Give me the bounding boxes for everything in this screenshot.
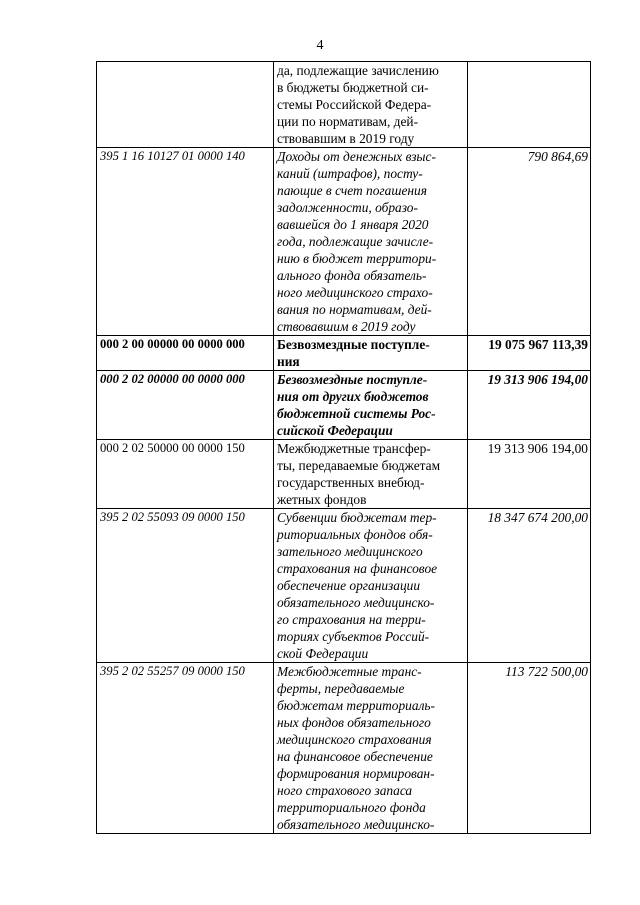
table-row — [97, 509, 591, 663]
description-line: ториях субъектов Россий- — [277, 629, 430, 644]
description-line: вавшейся до 1 января 2020 — [277, 217, 429, 232]
description-line: Доходы от денежных взыс- — [277, 149, 436, 164]
amount-cell: 19 313 906 194,00 — [468, 371, 591, 440]
description-line: ствовавшим в 2019 году — [277, 319, 416, 334]
budget-code-cell: 395 2 02 55257 09 0000 150 — [97, 663, 274, 834]
budget-code-cell: 000 2 00 00000 00 0000 000 — [97, 336, 274, 371]
description-line: ного медицинского страхо- — [277, 285, 433, 300]
description-line: ния от других бюджетов — [277, 389, 429, 404]
amount-cell: 19 313 906 194,00 — [468, 440, 591, 509]
amount-cell: 113 722 500,00 — [468, 663, 591, 834]
table-row — [97, 148, 591, 336]
description-line: обязательного медицинско- — [277, 817, 435, 832]
description-line: бюджетам территориаль- — [277, 698, 435, 713]
table-row — [97, 371, 591, 440]
description-line: Субвенции бюджетам тер- — [277, 510, 437, 525]
description-cell — [274, 663, 468, 834]
description-line: государственных внебюд- — [277, 475, 425, 490]
description-line: задолженности, образо- — [277, 200, 418, 215]
description-line: в бюджеты бюджетной си- — [277, 80, 429, 95]
description-cell — [274, 62, 468, 148]
description-line: ального фонда обязатель- — [277, 268, 427, 283]
description-line: го страхования на терри- — [277, 612, 426, 627]
description-line: бюджетной системы Рос- — [277, 406, 436, 421]
budget-code-cell: 000 2 02 00000 00 0000 000 — [97, 371, 274, 440]
amount-cell: 19 075 967 113,39 — [468, 336, 591, 371]
description-line: на финансовое обеспечение — [277, 749, 433, 764]
page-number: 4 — [316, 38, 324, 53]
description-line: вания по нормативам, дей- — [277, 302, 432, 317]
description-line: обеспечение организации — [277, 578, 421, 593]
description-line: риториальных фондов обя- — [277, 527, 433, 542]
description-line: обязательного медицинско- — [277, 595, 435, 610]
description-line: ного страхового запаса — [277, 783, 413, 798]
description-cell — [274, 371, 468, 440]
description-cell — [274, 509, 468, 663]
amount-cell — [468, 62, 591, 148]
description-line: года, подлежащие зачисле- — [277, 234, 434, 249]
table-row — [97, 62, 591, 148]
description-line: каний (штрафов), посту- — [277, 166, 423, 181]
budget-code-cell — [97, 62, 274, 148]
description-line: стемы Российской Федера- — [277, 97, 432, 112]
description-line: зательного медицинского — [277, 544, 423, 559]
table-row — [97, 336, 591, 371]
description-line: жетных фондов — [277, 492, 367, 507]
description-cell — [274, 148, 468, 336]
description-line: ферты, передаваемые — [277, 681, 405, 696]
description-line: Безвозмездные поступле- — [277, 372, 428, 387]
description-line: сийской Федерации — [277, 423, 393, 438]
description-line: ния — [277, 354, 300, 369]
description-cell — [274, 440, 468, 509]
description-line: ных фондов обязательного — [277, 715, 431, 730]
description-line: ствовавшим в 2019 году — [277, 131, 415, 146]
description-line: медицинского страхования — [277, 732, 432, 747]
description-line: ции по нормативам, дей- — [277, 114, 419, 129]
description-line: нию в бюджет территори- — [277, 251, 437, 266]
description-line: ской Федерации — [277, 646, 369, 661]
description-line: Межбюджетные транс- — [277, 664, 422, 679]
table-row — [97, 440, 591, 509]
budget-code-cell: 000 2 02 50000 00 0000 150 — [97, 440, 274, 509]
budget-revenue-table — [96, 61, 591, 834]
description-line: ты, передаваемые бюджетам — [277, 458, 441, 473]
description-line: Безвозмездные поступле- — [277, 337, 430, 352]
description-line: формирования нормирован- — [277, 766, 435, 781]
description-line: Межбюджетные трансфер- — [277, 441, 431, 456]
description-line: страхования на финансовое — [277, 561, 438, 576]
description-line: пающие в счет погашения — [277, 183, 427, 198]
table-row — [97, 663, 591, 834]
amount-cell: 18 347 674 200,00 — [468, 509, 591, 663]
description-line: территориального фонда — [277, 800, 426, 815]
description-line: да, подлежащие зачислению — [277, 63, 439, 78]
budget-code-cell: 395 1 16 10127 01 0000 140 — [97, 148, 274, 336]
description-cell — [274, 336, 468, 371]
amount-cell: 790 864,69 — [468, 148, 591, 336]
budget-code-cell: 395 2 02 55093 09 0000 150 — [97, 509, 274, 663]
